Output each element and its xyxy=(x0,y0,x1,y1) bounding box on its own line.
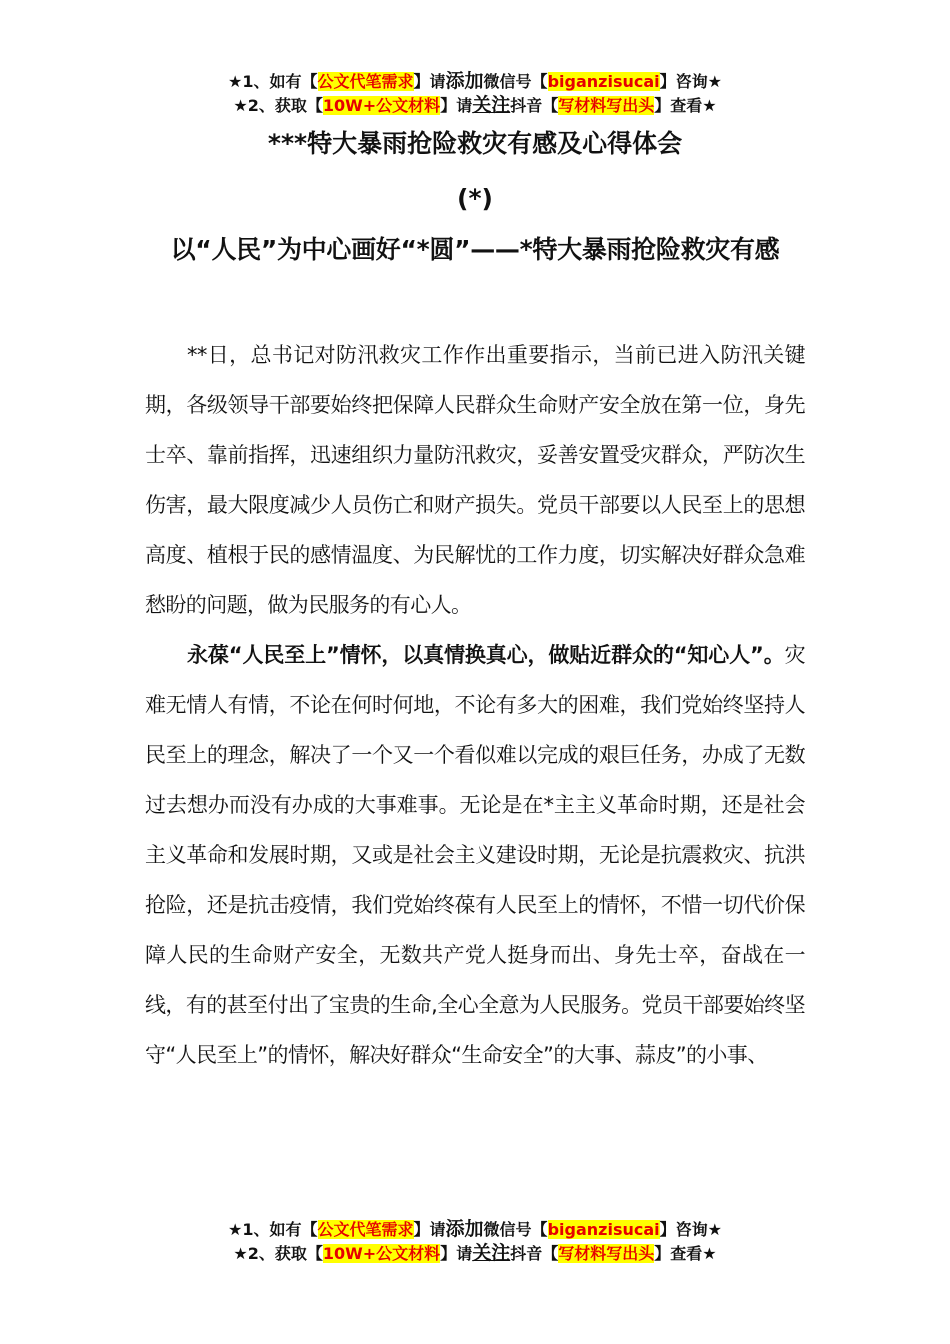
promo-emphasis: 添加 xyxy=(445,70,484,92)
promo-wechat-id: biganzisucai xyxy=(547,1220,660,1239)
promo-highlight: 公文代笔需求 xyxy=(317,1220,414,1239)
promo-text: 】咨询★ xyxy=(659,72,722,91)
promo-emphasis: 关注 xyxy=(472,94,511,116)
promo-text: ★2、获取【 xyxy=(233,1244,323,1263)
promo-text: 微信号【 xyxy=(483,72,548,91)
promo-highlight: 公文代笔需求 xyxy=(317,72,414,91)
promo-text: 】查看★ xyxy=(654,96,717,115)
promo-text: 】请 xyxy=(440,1244,473,1263)
promo-text: 】查看★ xyxy=(654,1244,717,1263)
document-number: (*) xyxy=(457,184,493,213)
promo-text: 抖音【 xyxy=(510,1244,559,1263)
promo-emphasis: 添加 xyxy=(445,1218,484,1240)
footer-promo-line-1 xyxy=(0,1218,950,1241)
promo-emphasis: 关注 xyxy=(472,1242,511,1264)
promo-text: 】咨询★ xyxy=(659,1220,722,1239)
promo-text: 】请 xyxy=(440,96,473,115)
promo-text: 】请 xyxy=(413,72,446,91)
document-subtitle: 以“人民”为中心画好“*圆”——*特大暴雨抢险救灾有感 xyxy=(170,235,780,264)
paragraph-1: **日，总书记对防汛救灾工作作出重要指示，当前已进入防汛关键期，各级领导干部要始终把保障人民群众生命财产安全放在第一位，身先士卒、靠前指挥，迅速组织力量防汛救灾，妥善安置受灾群众，严防次生伤害，最大限度减少人员伤亡和财产损失。党员干部要以人民至上的思想高度、植根于民的感情温度、为民解忧的工作力度，切实解决好群众急难愁盼的问题，做为民服务的有心人。 xyxy=(145,343,805,617)
promo-text: 】请 xyxy=(413,1220,446,1239)
header-promo-line-2 xyxy=(0,94,950,117)
paragraph-2-lead: 永葆“人民至上”情怀，以真情换真心，做贴近群众的“知心人”。 xyxy=(187,643,785,667)
document-body xyxy=(145,330,805,1080)
promo-wechat-id: biganzisucai xyxy=(547,72,660,91)
paragraph-2 xyxy=(145,630,805,1080)
promo-text: 抖音【 xyxy=(510,96,559,115)
promo-text: 微信号【 xyxy=(483,1220,548,1239)
promo-text: ★1、如有【 xyxy=(228,72,318,91)
promo-highlight: 10W+公文材料 xyxy=(322,1244,441,1263)
promo-highlight: 10W+公文材料 xyxy=(322,96,441,115)
footer-promo-line-2 xyxy=(0,1242,950,1265)
promo-douyin-id: 写材料写出头 xyxy=(558,1244,655,1263)
promo-douyin-id: 写材料写出头 xyxy=(558,96,655,115)
header-promo-line-1 xyxy=(0,70,950,93)
promo-text: ★2、获取【 xyxy=(233,96,323,115)
document-title: ***特大暴雨抢险救灾有感及心得体会 xyxy=(267,129,683,158)
paragraph-2-text: 灾难无情人有情，不论在何时何地，不论有多大的困难，我们党始终坚持人民至上的理念，解决了一个又一个看似难以完成的艰巨任务，办成了无数过去想办而没有办成的大事难事。无论是在*主主义革命时期，还是社会主义革命和发展时期，又或是社会主义建设时期，无论是抗震救灾、抗洪抢险，还是抗击疫情，我们党始终葆有人民至上的情怀，不惜一切代价保障人民的生命财产安全，无数共产党人挺身而出、身先士卒，奋战在一线，有的甚至付出了宝贵的生命,全心全意为人民服务。党员干部要始终坚守“人民至上”的情怀，解决好群众“生命安全”的大事、蒜皮”的小事、 xyxy=(145,643,805,1067)
promo-text: ★1、如有【 xyxy=(228,1220,318,1239)
